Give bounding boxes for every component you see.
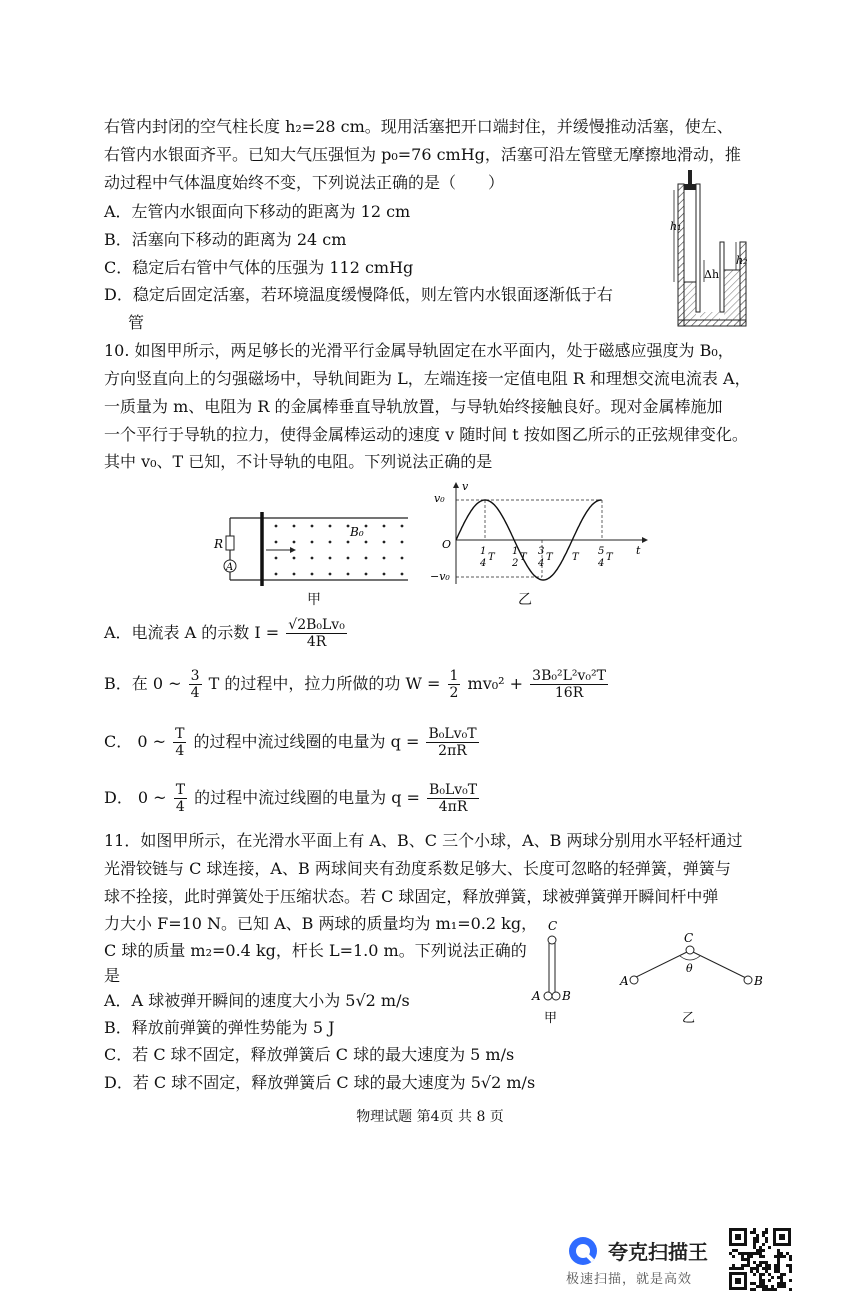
- h2-label: h₂: [736, 254, 748, 267]
- q10-option-d: D． 0 ~ $\frac{T}{4}$ 的过程中流过线圈的电量为 q = $\frac{\text{B₀Lv₀T}}{4\pi R}$: [104, 782, 478, 815]
- q11-option-c: C．若 C 球不固定，释放弹簧后 C 球的最大速度为 5 m/s: [104, 1045, 515, 1064]
- q11-line-2: 光滑铰链与 C 球连接，A、B 两球间夹有劲度系数足够大、长度可忽略的轻弹簧，弹簧与: [104, 859, 731, 878]
- svg-text:4: 4: [538, 558, 545, 569]
- q9-option-d-cont: 管: [128, 313, 145, 332]
- q9-line-1: 右管内封闭的空气柱长度 h₂=28 cm。现用活塞把开口端封住，并缓慢推动活塞，使左、: [104, 117, 733, 136]
- q10-option-c: C． 0 ~ $\frac{T}{4}$ 的过程中流过线圈的电量为 q = $\frac{\text{B₀Lv₀T}}{2\pi R}$: [104, 726, 477, 759]
- q11-line-6: 是: [104, 966, 121, 985]
- h1-label: h₁: [670, 220, 682, 233]
- svg-text:1: 1: [512, 546, 519, 557]
- svg-text:A: A: [532, 989, 541, 1003]
- sine-figure: [430, 480, 650, 590]
- svg-text:−v₀: −v₀: [430, 570, 450, 583]
- svg-text:T: T: [546, 552, 553, 563]
- q9-option-b: B．活塞向下移动的距离为 24 cm: [104, 230, 347, 249]
- svg-text:θ: θ: [686, 962, 693, 975]
- brand-tagline: 极速扫描，就是高效: [566, 1272, 693, 1287]
- q10-line-5: 其中 v₀、T 已知，不计导轨的电阻。下列说法正确的是: [104, 452, 493, 471]
- q10-line-3: 一质量为 m、电阻为 R 的金属棒垂直导轨放置，与导轨始终接触良好。现对金属棒施加: [104, 397, 723, 416]
- q10-option-b: B．在 0 ~ $\frac{3}{4}$ T 的过程中，拉力所做的功 W = $\frac{1}{2}$ mv₀² + $\frac{\text{3B₀²L²v₀²T}}{16R}$: [104, 668, 606, 701]
- piston-rod: [688, 170, 692, 184]
- svg-text:T: T: [606, 552, 613, 563]
- q9-option-a: A．左管内水银面向下移动的距离为 12 cm: [104, 202, 411, 221]
- svg-text:A: A: [226, 562, 234, 573]
- quark-logo-icon: [566, 1234, 600, 1268]
- q9-option-d: D．稳定后固定活塞，若环境温度缓慢降低，则左管内水银面逐渐低于右: [104, 285, 613, 304]
- q10-line-2: 方向竖直向上的匀强磁场中，导轨间距为 L，左端连接一定值电阻 R 和理想交流电流表 A，: [104, 369, 751, 388]
- svg-text:t: t: [636, 544, 641, 557]
- svg-text:乙: 乙: [682, 1011, 696, 1026]
- qr-code-icon: [727, 1226, 793, 1292]
- svg-text:v₀: v₀: [434, 492, 445, 505]
- q11-line-3: 球不拴接，此时弹簧处于压缩状态。若 C 球固定，释放弹簧，球被弹簧弹开瞬间杆中弹: [104, 887, 719, 906]
- q11-option-a: A．A 球被弹开瞬间的速度大小为 5√2 m/s: [104, 991, 410, 1010]
- q9-line-3: 动过程中气体温度始终不变，下列说法正确的是（ ）: [104, 173, 505, 192]
- q10-line-1: 10. 如图甲所示，两足够长的光滑平行金属导轨固定在水平面内，处于磁感应强度为 B₀，: [104, 341, 734, 360]
- page-footer: 物理试题 第4页 共 8 页: [356, 1109, 504, 1125]
- svg-text:A: A: [620, 974, 629, 988]
- svg-text:C: C: [684, 931, 694, 945]
- q11-line-1: 11．如图甲所示，在光滑水平面上有 A、B、C 三个小球，A、B 两球分别用水平轻杆通过: [104, 831, 743, 850]
- svg-text:5: 5: [598, 546, 605, 557]
- q10-line-4: 一个平行于导轨的拉力，使得金属棒运动的速度 v 随时间 t 按如图乙所示的正弦规律变化。: [104, 425, 748, 444]
- q9-option-c: C．稳定后右管中气体的压强为 112 cmHg: [104, 258, 414, 277]
- resistor-label: R: [214, 537, 224, 551]
- q10-option-a: A．电流表 A 的示数 I = $\frac{\text{√2B₀Lv₀}}{4R}$: [104, 617, 345, 650]
- rod-balls-figure-yi: [616, 930, 766, 1030]
- svg-text:T: T: [520, 552, 527, 563]
- delta-h-label: Δh: [704, 268, 720, 281]
- svg-text:1: 1: [480, 546, 487, 557]
- svg-text:T: T: [488, 552, 495, 563]
- q9-line-2: 右管内水银面齐平。已知大气压强恒为 p₀=76 cmHg，活塞可沿左管壁无摩擦地滑动，推: [104, 145, 741, 164]
- b0-label: B₀: [350, 525, 364, 539]
- svg-text:C: C: [548, 919, 558, 933]
- svg-text:T: T: [572, 552, 579, 563]
- u-tube-figure: [670, 170, 770, 332]
- svg-text:甲: 甲: [544, 1011, 558, 1026]
- rod-balls-figure-jia: [526, 918, 586, 1028]
- fig-jia-caption: 甲: [307, 592, 321, 608]
- scanner-watermark: [566, 1232, 726, 1292]
- svg-text:B: B: [562, 989, 571, 1003]
- svg-text:4: 4: [598, 558, 605, 569]
- piston: [684, 184, 696, 190]
- svg-text:B: B: [754, 974, 763, 988]
- svg-text:3: 3: [538, 546, 545, 557]
- q11-option-b: B．释放前弹簧的弹性势能为 5 J: [104, 1018, 335, 1037]
- fig-yi-caption: 乙: [518, 592, 532, 608]
- brand-name: 夸克扫描王: [608, 1240, 708, 1264]
- svg-text:2: 2: [512, 558, 519, 569]
- q11-line-4: 力大小 F=10 N。已知 A、B 两球的质量均为 m₁=0.2 kg，: [104, 914, 538, 933]
- resistor: [226, 536, 234, 550]
- q11-option-d: D．若 C 球不固定，释放弹簧后 C 球的最大速度为 5√2 m/s: [104, 1073, 536, 1092]
- svg-text:v: v: [462, 480, 469, 493]
- q11-line-5: C 球的质量 m₂=0.4 kg，杆长 L=1.0 m。下列说法正确的: [104, 941, 527, 960]
- svg-text:4: 4: [480, 558, 487, 569]
- svg-text:O: O: [442, 538, 452, 551]
